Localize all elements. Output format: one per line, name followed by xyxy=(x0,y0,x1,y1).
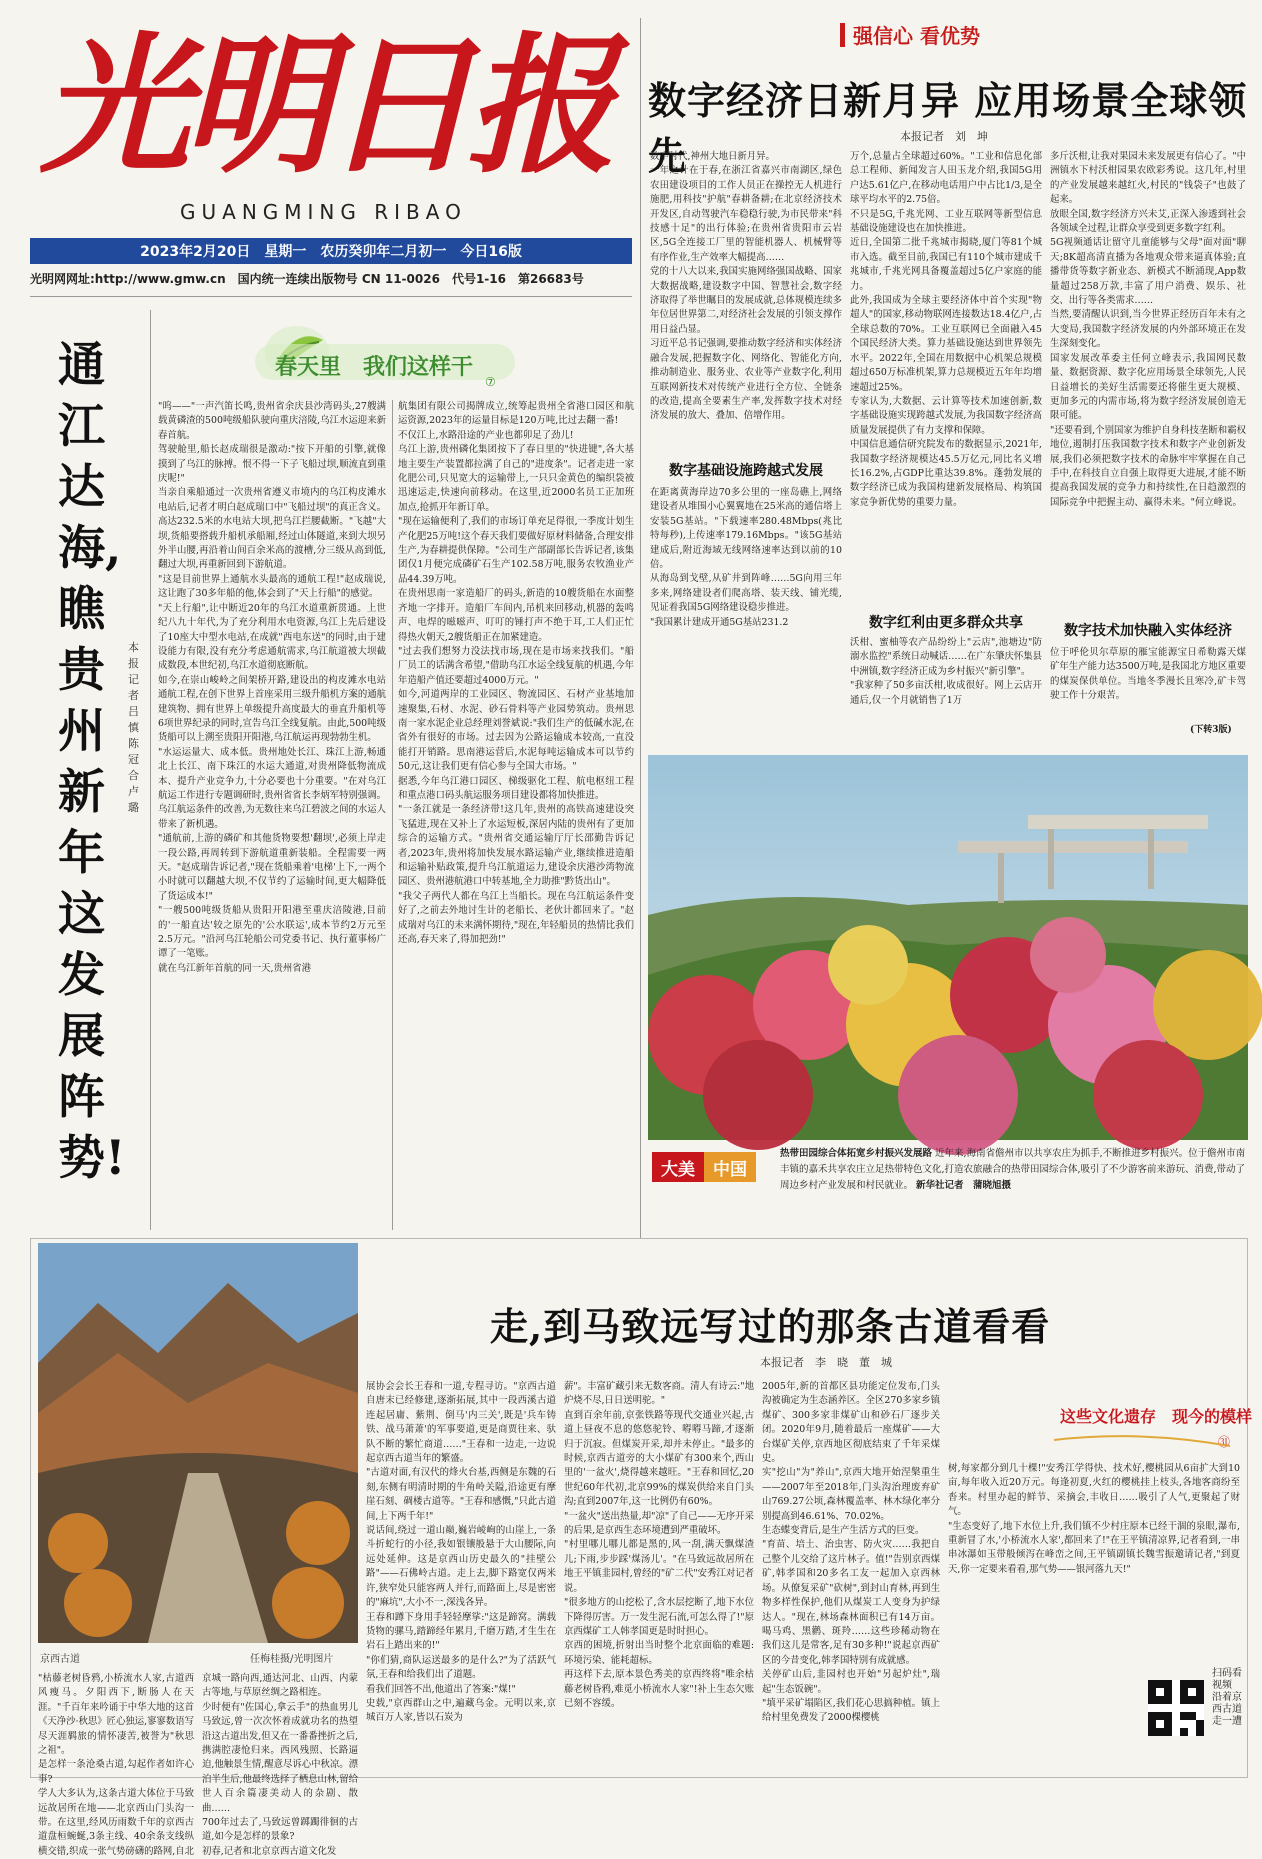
divider-guizhou xyxy=(150,310,151,1230)
bottom-column-3: 展协会会长王春和一道,专程寻访。"京西古道自唐末已经修建,逐渐拓展,其中一段西溪古道连起居庸、紫荆、倒马'内三关',既是'兵车铸铁、战马萧萧'的军事要道,更是商贾往来、驮队不断的繁忙商道……"王春和一边走,一边说起京西古道当年的繁盛。 "古道对面,有汉代的烽火台基,西侧是东魏的石刻,东侧有明清时期的牛角岭关隘,沿途更有摩崖石刻、碉楼古道等。"王春和感慨,"只此古道间,上下两千年!" 说话间,绕过一道山巅,巍岩崚峋的山崖上,一条斗折蛇行的小径,我如银镶般悬于大山腰际,向远处延伸。这是京西山历史最久的"挂壁公路"——石佛岭古道。走上去,脚下路宽仅两米许,狭窄处只能容两人并行,而路面上,尽是密密的"麻坑",大小不一,深浅各异。 王春和蹲下身用手轻轻摩挲:"这是蹄窝。满载货物的骡马,踏蹄经年累月,千磨万踏,才生生在岩石上踏出来的!" "你们猜,商队运送最多的是什么?"为了活跃气氛,王春和给我们出了道题。 看我们回答不出,他道出了答案:"煤!" 史载,"京西群山之中,遍藏乌金。元明以来,京城百万人家,皆以石炭为 xyxy=(366,1381,556,1724)
masthead-logo-text: 光明日报 xyxy=(40,18,609,194)
spring-banner xyxy=(235,320,535,390)
slogan-text: 强信心 看优势 xyxy=(853,24,980,48)
badge-swoosh xyxy=(1054,1436,1230,1446)
serial-number: 国内统一连续出版物号 CN 11-0026 xyxy=(237,272,440,286)
slogan-bar xyxy=(840,23,845,47)
photo-caption xyxy=(780,1146,1246,1194)
lead-column-2: 万个,总量占全球超过60%。"工业和信息化部总工程师、新闻发言人田玉龙介绍,我国5G用户达5.61亿户,在移动电话用户中占比1/3,是全球平均水平的2.75倍。 不只是5G,千兆光网、工业互联网等新型信息基础设施建设也在加快推进。 近日,全国第二批千兆城市揭晓,厦门等81个城市入选。截至目前,我国已有110个城市建成千兆城市,千兆光网具备覆盖超过5亿户家庭的能力。 此外,我国成为全球主要经济体中首个实现"物超人"的国家,移动物联网连接数达18.4亿户,占全球总数的70%。工业互联网已全面融入45个国民经济大类。算力基础设施达到世界领先水平。2022年,全国在用数据中心机架总规模超过650万标准机架,算力总规模近五年年均增速超过25%。 专家认为,大数据、云计算等技术加速创新,数字基础设施实现跨越式发展,为我国数字经济高质量发展提供了有力支撑和保障。 中国信息通信研究院发布的数据显示,2021年,我国数字经济规模达45.5万亿元,同比名义增长16.2%,占GDP比重达39.8%。蓬勃发展的数字经济已成为我国构建新发展格局、构筑国家竞争新优势的重要力量。 xyxy=(850,151,1042,508)
bottom-byline: 本报记者 李 晓 董 城 xyxy=(760,1356,892,1369)
bottom-column-6: 树,每家都分到几十棵!"安秀江学得快、技术好,樱桃园从6亩扩大到10亩,每年收入近20万元。每逢初夏,火红的樱桃挂上枝头,各地客商纷至沓来。村里办起的鲜节、采摘会,丰收日……吸引了人气,更聚起了财气。 "生态变好了,地下水位上升,我们镇不少村庄原本已经干涸的泉眼,瀑布,重新冒了水,'小桥流水人家',都回来了!"在王平镇清凉界,记者看到,一串串冰瀑如玉带般倾泻在峰峦之间,王平镇副镇长魏雪振邀请记者,"到夏天,你一定要来看看,那气势——银河落九天!" xyxy=(948,1463,1240,1575)
lead-column-1b: 在距离黄海岸边70多公里的一座岛礁上,网络建设者从堆围小心翼翼地在25米高的通信塔上安装5G基站。"下载速率280.48Mbps(兆比特每秒),上传速率179.16Mbps。"该5G基站建成后,附近海域无线网络速率达到以前的10倍。 从海岛到戈壁,从矿井到阵峰……5G向用三年多来,网络建设者们爬高塔、装天线、铺光缆,见证着我国5G网络建设稳步推进。 "我国累计建成开通5G基站231.2 xyxy=(650,487,842,628)
bottom-column-5: 2005年,新的首都区县功能定位发布,门头沟被确定为生态涵养区。全区270多家乡镇煤矿、300多家非煤矿山和砂石厂逐步关闭。2020年9月,随着最后一座煤矿——大台煤矿关停,京西地区彻底结束了千年采煤史。 实"挖山"为"养山",京西大地开始涅槃重生——2007年至2018年,门头沟治理废弃矿山769.27公顷,森林覆盖率、林木绿化率分别提高到46.61%、70.02%。 生态蝶变背后,是生产生活方式的巨变。 "育苗、培土、治虫害、防火灾……我把自己整个儿交给了这片林子。值!"告别京西煤矿,韩孝国和20多名工友一起加入京西林场。从僚复采矿"砍树",到封山育林,再到生物多样性保护,他们从煤炭工人变身为护绿达人。"现在,林场森林面积已有14万亩。喝马鸡、黑鹳、斑羚……这些珍稀动物在我们这儿是常客,足有30多种!"说起京西矿区的今昔变化,韩孝国特别有成就感。 关停矿山后,韭园村也开始"另起炉灶",瑞起"生态饭碗"。 "填平采矿塌陷区,我们花心思搞种植。镇上给村里免费发了2000棵樱桃 xyxy=(762,1381,940,1724)
issue-weekday: 星期一 xyxy=(264,244,307,260)
photo-title: 热带田园综合体拓宽乡村振兴发展路 xyxy=(780,1148,933,1159)
lead-column-3: 多斤沃柑,让我对果园未来发展更有信心了。"中洲镇水下村沃柑园果农欧彩秀说。这几年,村里的产业发展越来越红火,村民的"钱袋子"也鼓了起来。 放眼全国,数字经济方兴未艾,正深入渗透到社会各领域全过程,让群众享受到更多数字红利。 5G视频通话让留守儿童能够与父母"面对面"聊天;8K超高清直播为各地观众带来逼真体验;直播带货等数字新业态、新模式不断涌现,App数量超过258万款,丰富了用户消费、娱乐、社交、出行等各类需求…… 当然,要清醒认识到,当今世界正经历百年未有之大变局,我国数字经济发展的内外部环境正在发生深刻变化。 国家发展改革委主任何立峰表示,我国网民数量、数据资源、数字化应用场景全球领先,人民日益增长的美好生活需要还将催生更大规模、更加多元的内需市场,将为数字经济发展创造无限可能。 "还要看到,个别国家为维护自身科技垄断和霸权地位,遏制打压我国数字技术和数字产业创新发展,我们必须把数字技术的命脉牢牢掌握在自己手中,在科技自立自强上取得更大进展,才能不断提高我国发展的竞争力和持续性,在日趋激烈的国际竞争中把握主动、赢得未来。"何立峰说。 xyxy=(1050,151,1246,508)
guizhou-column-2: 航集团有限公司揭牌成立,统筹起贵州全省港口园区和航运资源,2023年的运量目标是120万吨,比过去翻一番! 不仅江上,水路沿途的产业也都卯足了劲儿! 乌江上游,贵州磷化集团按下了春日里的"快进键",各大基地主要生产装置都拉满了自己的"进度条"。记者走进一家化肥公司,只见宽大的运输带上,一只只金黄色的编织袋被迅速运走,快速向前移动。在这里,近2000名员工正加班加点,抢抓开年新订单。 "现在运输便利了,我们的市场订单充足得很,一季度计划生产化肥25万吨!这个春天我们要做好原材料储备,合理安排生产,为春耕提供保障。"公司生产部副部长告诉记者,该集团仅1月便完成磷矿石生产102.58万吨,服务农牧渔业产品44.39万吨。 在贵州思南一家造船厂的码头,新造的10艘货船在水面整齐地一字排开。造船厂车间内,吊机来回移动,机器的轰鸣声、电焊的嗞嗞声、叮叮的锤打声不绝于耳,工人们正忙得热火朝天,2艘货船正在加紧建造。 "过去我们想努力没法找市场,现在是市场来找我们。"船厂员工的话满含希望,"借助乌江水运全线复航的机遇,今年年造船产值还要超过4000万元。" 如今,河道两岸的工业园区、物流园区、石材产业基地加速聚集,石材、水泥、砂石骨料等产业园势筑动。贵州思南一家水泥企业总经理刘誉斌说:"我们生产的低碱水泥,在省外有很好的市场。过去因为公路运输成本较高,一直没能打开销路。思南港运营后,水泥每吨运输成本可以节约50元,这让我们更有信心参与全国大市场。" 据悉,今年乌江港口园区、梯级驱化工程、航电枢纽工程和重点港口码头航运服务项目建设都将加快推进。 "一条江就是一条经济带!这几年,贵州的高铁高速建设突飞猛进,现在又补上了水运短板,深居内陆的贵州有了更加综合的运输方式。"贵州省交通运输厅厅长邵勤告诉记者,2023年,贵州将加快发展水路运输产业,继续推进造船和运输补贴政策,提升乌江航道运力,建设余庆港沙湾物流园区、贵州港航港口中转基地,全力助推"黔货出山"。 "我父子两代人都在乌江上当船长。现在乌江航运条件变好了,之前去外地讨生计的老船长、老伙计都回来了。"赵成瑞对乌江的未来满怀期待,"现在,年轻船员的热情比我们还高,春天来了,得加把劲!" xyxy=(398,401,634,946)
publication-info xyxy=(30,270,632,287)
column-slogan xyxy=(840,20,980,49)
issue-number: 第26683号 xyxy=(517,272,584,286)
qr-caption: 扫码看视频 沿着京西古道走一遭 xyxy=(1212,1668,1242,1727)
rose-garden-photo xyxy=(648,755,1248,1140)
lead-column-2b: 沃柑、蜜柚等农产品纷纷上"云店",池塘边"防溺水监控"系统日动喊话……在广东肇庆怀集县中洲镇,数字经济正成为乡村振兴"新引擎"。 "我家种了50多亩沃柑,收成很好。网上云店开通后,仅一个月就销售了1万 xyxy=(850,637,1042,706)
bottom-headline: 走,到马致远写过的那条古道看看 xyxy=(490,1304,1051,1349)
road-photo-credit: 任梅桂摄/光明图片 xyxy=(250,1654,334,1665)
banner-title: 春天里 我们这样干 xyxy=(275,355,474,380)
lead-subhead-3: 数字技术加快融入实体经济 xyxy=(1064,623,1232,639)
guizhou-headline: 通江达海,瞧贵州新年这发展阵势! xyxy=(58,338,126,1186)
ancient-road-photo xyxy=(38,1243,358,1643)
continued-note: (下转3版) xyxy=(1190,725,1232,735)
divider-guizhou-cols xyxy=(392,400,393,1230)
culture-heritage-badge xyxy=(1050,1400,1253,1456)
postal-code: 代号1-16 xyxy=(451,272,506,286)
tag-part-1: 大美 xyxy=(652,1152,704,1182)
qr-code-icon[interactable] xyxy=(1148,1680,1204,1736)
badge-number: ㉛ xyxy=(1218,1435,1231,1449)
badge-title: 这些文化遗存 现今的模样 xyxy=(1060,1407,1253,1426)
tag-part-2: 中国 xyxy=(704,1152,756,1182)
guizhou-column-1: "呜——"一声汽笛长鸣,贵州省余庆县沙湾码头,27艘满载黄磷渣的500吨级船队驶向重庆涪陵,乌江水运迎来新春首航。 驾驶舱里,船长赵成瑞很是激动:"按下开船的引擎,就像摸到了乌江的脉搏。恨不得一下子飞船过坝,顺流直到重庆呢!" 当亲自乘船通过一次贵州省遵义市境内的乌江构皮滩水电站后,记者才明白赵成瑞口中"飞船过坝"的真正含义。高达232.5米的水电站大坝,把乌江拦腰截断。"飞越"大坝,货船要搭载升船机承船厢,经过山体隧道,来到大坝另外半山腰,再沿着山间百余米高的渡槽,分三级从高到低,翻过大坝,再重新回到下游航道。 "这是目前世界上通航水头最高的通航工程!"赵成瑞说,这让跑了30多年船的他,体会到了"天上行船"的感觉。 "天上行船",让中断近20年的乌江水道重新贯通。上世纪八九十年代,为了充分利用水电资源,乌江上先后建设了10座大中型水电站,在成就"西电东送"的同时,由于建设能力有限,没有充分考虑通航需求,乌江航道被大坝截成数段,本世纪初,乌江水道彻底断航。 如今,在崇山峻岭之间架桥开路,建设出的构皮滩水电站通航工程,在创下世界上首座采用三级升船机方案的通航建筑物、拥有世界上单级提升高度最大的垂直升船机等6项世界纪录的同时,宣告乌江全线复航。由此,500吨级货船可以上溯至贵阳开阳港,乌江航运再现勃勃生机。 "水运运量大、成本低。贵州地处长江、珠江上游,畅通北上长江、南下珠江的水运大通道,对贵州降低物流成本、提升产业竞争力,十分必要也十分重要。"在对乌江航运工作进行专题调研时,贵州省省长李炳军特别强调。 乌江航运条件的改善,为无数往来乌江碧波之间的水运人带来了新机遇。 "通航前,上游的磷矿和其他货物要想'翻坝',必须上岸走一段公路,再周转到下游航道重新装船。全程需要一两天。"赵成瑞告诉记者,"现在货船乘着'电梯'上下,一两个小时就可以翻越大坝,不仅节约了运输时间,更大幅降低了货运成本!" "一艘500吨级货船从贵阳开阳港至重庆涪陵港,目前的'一船直达'较之原先的'公水联运',成本节约2万元至2.5万元。"沿河乌江轮船公司党委书记、执行董事杨广谭了一笔账。 就在乌江新年首航的同一天,贵州省港 xyxy=(158,401,386,974)
lead-headline: 数字经济日新月异 应用场景全球领先 xyxy=(648,78,1248,178)
road-photo-caption: 京西古道 xyxy=(40,1654,80,1665)
date-bar xyxy=(30,238,632,264)
bottom-column-2: 京城一路向西,通达河北、山西、内蒙古等地,与草原丝绸之路相连。 少时便有"佐国心,拿云手"的热血男儿马致远,曾一次次怀着成就功名的热望沿这古道出发,但又在一番番挫折之后,携满腔凄怆归来。西风残照、长路逼迫,他触景生情,醒意尽诉心中秋凉。漂泊半生后,他最终选择了栖息山林,留给世人百余篇凄美动人的杂剧、散曲…… 700年过去了,马致远曾踯躅徘徊的古道,如今是怎样的景象? 初春,记者和北京京西古道文化发 xyxy=(202,1673,358,1857)
lead-column-3b: 位于呼伦贝尔草原的雁宝能源宝日希勒露天煤矿年生产能力达3500万吨,是我国北方地区重要的煤炭保供单位。当地冬季漫长且寒冷,矿卡驾驶工作十分艰苦。 xyxy=(1050,647,1246,702)
bottom-column-4: 薪"。丰富矿藏引来无数客商。清人有诗云:"地炉烧不尽,日日送明驼。" 直到百余年前,京张铁路等现代交通业兴起,古道上昼夜不息的悠悠驼铃、嘚嘚马蹄,才逐渐归于沉寂。但煤炭开采,却并未停止。"最多的时候,京西古道旁的大小煤矿有300来个,西山里的'一盆火',烧得越来越旺。"王春和回忆,20世纪60年代初,北京99%的煤炭供给来自门头沟;直到2007年,这一比例仍有60%。 "一盆火"送出热量,却"凉"了自己——无序开采的后果,是京西生态环境遭到严重破坏。 "村里哪儿哪儿都是黑的,风一刮,满天飘煤渣儿;下雨,步步踩'煤汤儿'。"在马致远故居所在地王平镇韭园村,曾经的"矿二代"安秀江对记者说。 "很多地方的山挖松了,含水层挖断了,地下水位下降得厉害。万一发生泥石流,可怎么得了!"原京西煤矿工人韩孝国更是时时担心。 京西的困境,折射出当时整个北京面临的难题:环境污染、能耗超标。 再这样下去,原本景色秀美的京西终将"唯余枯藤老树昏鸦,难觅小桥流水人家"!补上生态欠账已刻不容缓。 xyxy=(564,1381,754,1709)
divider-main xyxy=(640,18,641,1238)
website-link[interactable]: 光明网网址:http://www.gmw.cn xyxy=(30,272,226,286)
banner-number: ⑦ xyxy=(485,375,496,389)
lead-subhead-2: 数字红利由更多群众共享 xyxy=(869,615,1023,631)
masthead-logo xyxy=(30,18,630,194)
guizhou-byline: 本报记者 吕 慎 陈冠合 卢 璐 xyxy=(128,641,150,814)
masthead-pinyin: GUANGMING RIBAO xyxy=(180,200,467,224)
lead-column-1: 数字时代,神州大地日新月异。 一年之计在于春,在浙江省嘉兴市南湖区,绿色农田建设项目的工作人员正在操控无人机进行施肥,用科技"护航"春耕备耕;在北京经济技术开发区,自动驾驶汽车稳稳行驶,为市民带来"科技感十足"的出行体验;在贵州省贵阳市云岩区,5G全连接工厂里的智能机器人、机械臂等有序作业,生产效率大幅提高…… 党的十八大以来,我国实施网络强国战略、国家大数据战略,建设数字中国、智慧社会,数字经济取得了举世瞩目的发展成就,总体规模连续多年位居世界第二,对经济社会发展的引领支撑作用日益凸显。 习近平总书记强调,要推动数字经济和实体经济融合发展,把握数字化、网络化、智能化方向,推动制造业、服务业、农业等产业数字化,利用互联网新技术对传统产业进行全方位、全链条的改造,提高全要素生产率,发挥数字技术对经济发展的放大、叠加、倍增作用。 xyxy=(650,151,842,422)
lead-byline: 本报记者 刘 坤 xyxy=(900,130,988,143)
bottom-column-1: "枯藤老树昏鸦,小桥流水人家,古道西风瘦马。夕阳西下,断肠人在天涯。"千百年来吟诵于中华大地的这首《天净沙·秋思》匠心独运,寥寥数语写尽天涯羁旅的情怀凄苦,被誉为"秋思之祖"。 是怎样一条沧桑古道,勾起作者如许心事? 学人大多认为,这条古道大体位于马致远故居所在地——北京西山门头沟一带。在这里,经风历雨数千年的京西古道盘桓蜿蜒,3条主线、40余条支线纵横交错,织成一张气势磅礴的路网,自北 xyxy=(38,1673,194,1857)
photo-caption-text: 近年来,海南省儋州市以共享农庄为抓手,不断推进乡村振兴。位于儋州市南丰镇的嘉禾共享农庄立足热带特色文化,打造农旅融合的热带田园综合体,吸引了不少游客前来游玩、消费,带动了周边乡村产业发展和村民就业。 xyxy=(780,1148,1246,1191)
lead-subhead-1: 数字基础设施跨越式发展 xyxy=(669,463,823,479)
photo-credit: 新华社记者 蒲晓旭摄 xyxy=(916,1180,1012,1191)
issue-date: 2023年2月20日 xyxy=(140,244,251,260)
divider-masthead xyxy=(30,296,632,297)
damei-zhongguo-tag xyxy=(652,1152,756,1182)
issue-lunar-date: 农历癸卯年二月初一 xyxy=(320,244,447,260)
issue-pages: 今日16版 xyxy=(460,244,522,260)
